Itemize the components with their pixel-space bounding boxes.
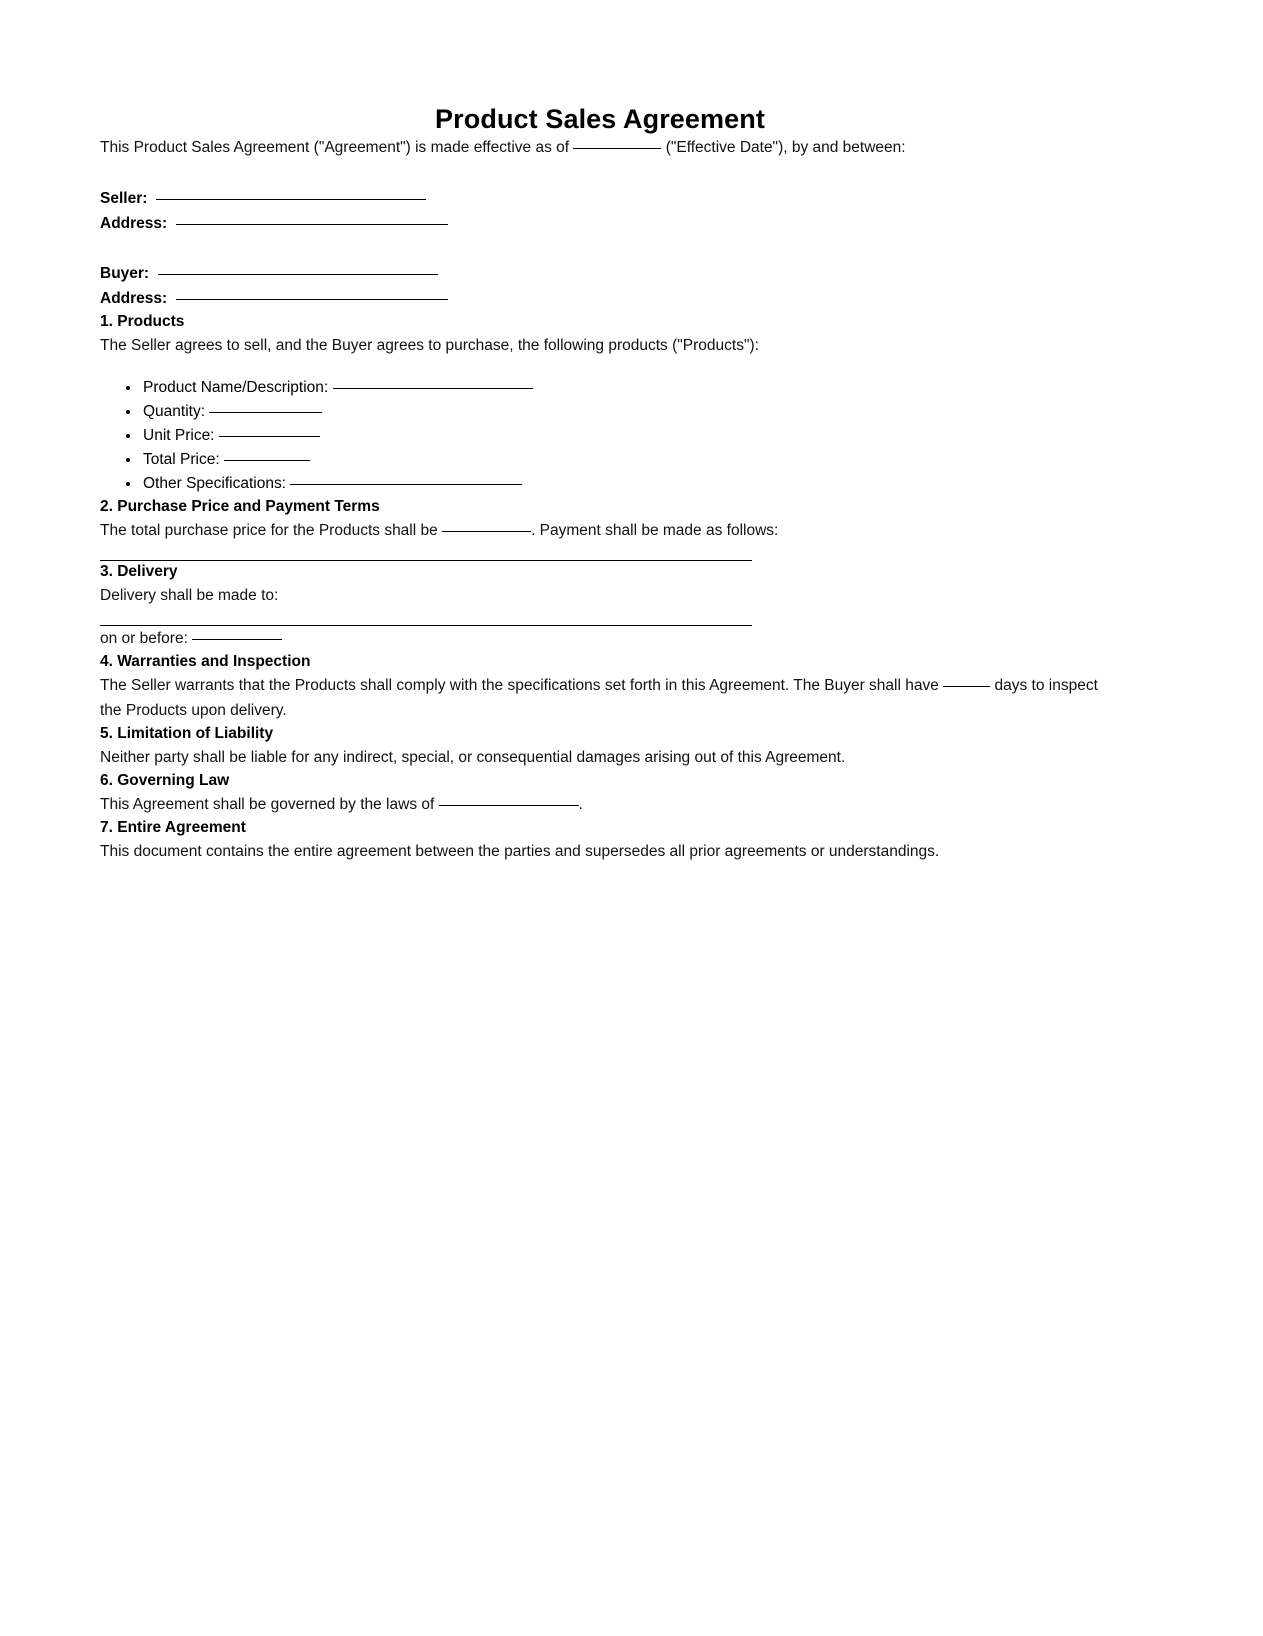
- delivery-paragraph: Delivery shall be made to:: [100, 587, 279, 605]
- products-list: [100, 376, 1100, 496]
- buyer-blank[interactable]: [158, 274, 438, 275]
- parties-block: [100, 186, 1100, 311]
- section-heading-liability: 5. Limitation of Liability: [100, 725, 274, 743]
- buyer-address-label: Address:: [100, 290, 168, 308]
- total-price-label: Total Price:: [143, 451, 220, 469]
- section-heading-warranties: 4. Warranties and Inspection: [100, 653, 311, 671]
- total-price-blank[interactable]: [224, 460, 310, 461]
- list-item: [141, 448, 1100, 472]
- list-item: [141, 376, 1100, 400]
- products-paragraph: The Seller agrees to sell, and the Buyer agrees to purchase, the following products ("Products"):: [100, 337, 759, 355]
- page-title: Product Sales Agreement: [435, 104, 765, 134]
- quantity-label: Quantity:: [143, 403, 206, 421]
- liability-paragraph: Neither party shall be liable for any indirect, special, or consequential damages arising out of this Agreement.: [100, 749, 846, 767]
- document-body: [100, 0, 1100, 864]
- party-spacer: [100, 236, 1100, 261]
- unit-price-blank[interactable]: [219, 436, 320, 437]
- intro-text-after: ("Effective Date"), by and between:: [665, 139, 906, 157]
- delivery-date-blank[interactable]: [192, 639, 282, 640]
- list-item: [141, 424, 1100, 448]
- warranties-text-after: days to inspect the Products upon delivery.: [100, 677, 1098, 720]
- intro-paragraph: [100, 135, 1100, 160]
- quantity-blank[interactable]: [209, 412, 322, 413]
- seller-address-label: Address:: [100, 215, 168, 233]
- total-purchase-price-blank[interactable]: [442, 531, 531, 532]
- purchase-price-paragraph: [100, 518, 1100, 543]
- other-specs-blank[interactable]: [290, 484, 522, 485]
- list-item: [141, 472, 1100, 496]
- governing-law-text-after: .: [578, 796, 583, 814]
- product-name-label: Product Name/Description:: [143, 379, 329, 397]
- party-row-seller-address: [100, 211, 1100, 236]
- purchase-price-text-before: The total purchase price for the Products shall be: [100, 522, 438, 540]
- section-heading-entire-agreement: 7. Entire Agreement: [100, 819, 246, 837]
- other-specs-label: Other Specifications:: [143, 475, 287, 493]
- inspection-days-blank[interactable]: [943, 686, 990, 687]
- unit-price-label: Unit Price:: [143, 427, 215, 445]
- governing-law-text-before: This Agreement shall be governed by the laws of: [100, 796, 435, 814]
- party-row-seller: [100, 186, 1100, 211]
- warranties-paragraph: [100, 673, 1100, 723]
- seller-blank[interactable]: [156, 199, 426, 200]
- delivery-date-line: [100, 626, 1100, 651]
- section-heading-products: 1. Products: [100, 313, 185, 331]
- section-heading-governing-law: 6. Governing Law: [100, 772, 230, 790]
- party-row-buyer: [100, 261, 1100, 286]
- on-or-before-label: on or before:: [100, 630, 188, 648]
- seller-label: Seller:: [100, 190, 148, 208]
- section-heading-purchase-price: 2. Purchase Price and Payment Terms: [100, 498, 380, 516]
- seller-address-blank[interactable]: [176, 224, 448, 225]
- purchase-price-text-after: . Payment shall be made as follows:: [531, 522, 779, 540]
- warranties-text-before: The Seller warrants that the Products shall comply with the specifications set forth in this Agreement. The Buyer shall have: [100, 677, 939, 695]
- list-item: [141, 400, 1100, 424]
- governing-law-blank[interactable]: [439, 805, 579, 806]
- entire-agreement-paragraph: This document contains the entire agreement between the parties and supersedes all prior agreements or understandings.: [100, 843, 940, 861]
- buyer-address-blank[interactable]: [176, 299, 448, 300]
- section-heading-delivery: 3. Delivery: [100, 563, 178, 581]
- governing-law-paragraph: [100, 792, 1100, 817]
- party-row-buyer-address: [100, 286, 1100, 311]
- effective-date-blank[interactable]: [573, 148, 661, 149]
- buyer-label: Buyer:: [100, 265, 150, 283]
- intro-text-before: This Product Sales Agreement ("Agreement") is made effective as of: [100, 139, 570, 157]
- product-name-blank[interactable]: [333, 388, 533, 389]
